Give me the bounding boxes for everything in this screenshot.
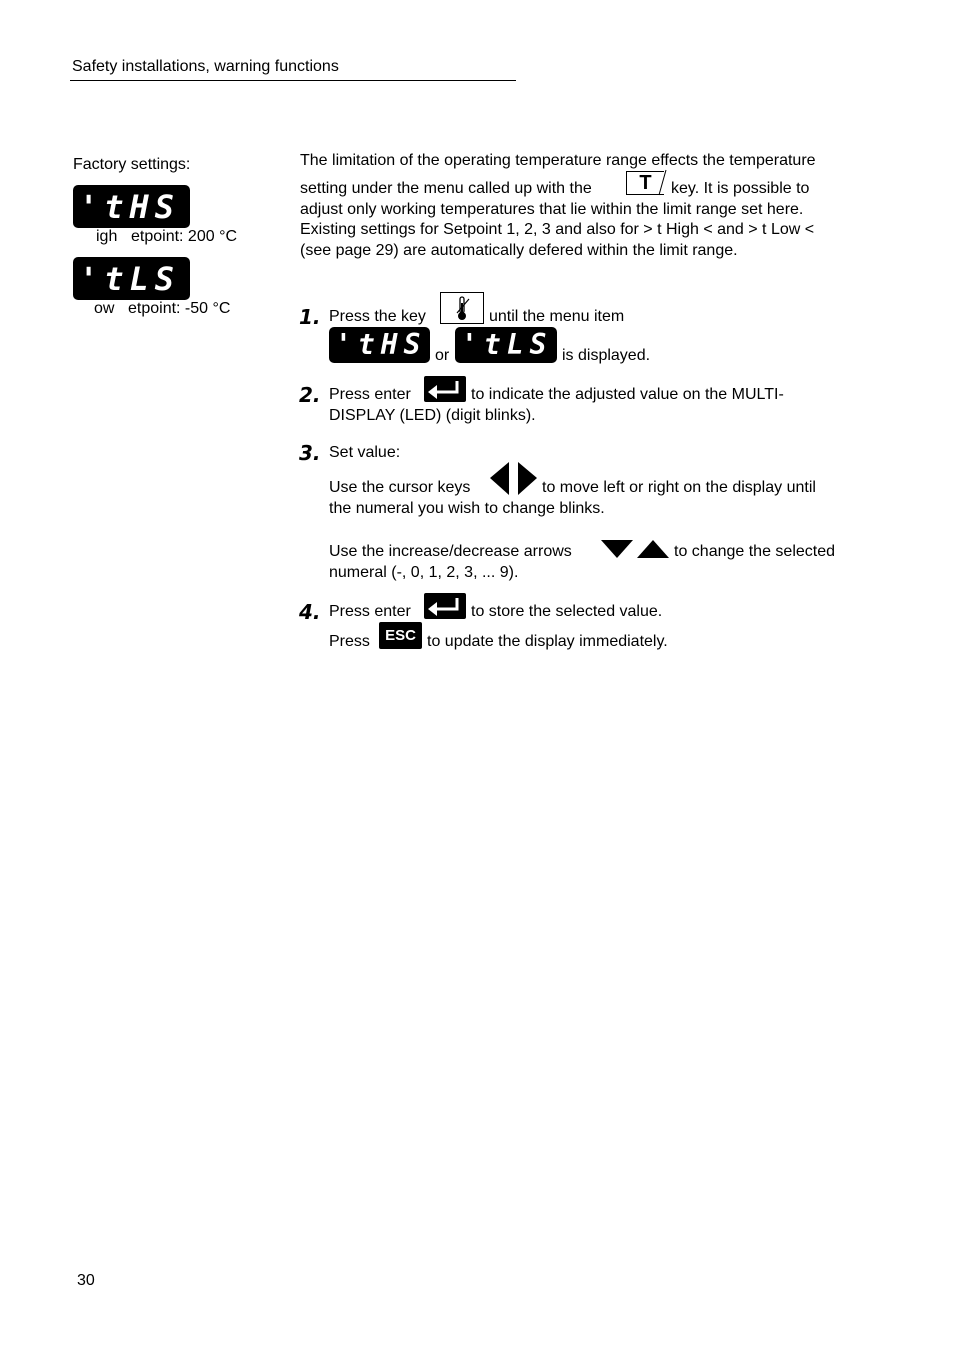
step4-text-b: to store the selected value. xyxy=(471,603,663,620)
step-number-3: 3. xyxy=(299,441,321,465)
low-setpoint-caption-a: ow xyxy=(94,300,115,317)
step4-text-d: to update the display immediately. xyxy=(427,633,668,650)
high-setpoint-caption-b: etpoint: 200 °C xyxy=(131,228,238,245)
step4-text-a: Press enter xyxy=(329,603,411,620)
step3-text-g: numeral (-, 0, 1, 2, 3, ... 9). xyxy=(329,564,519,581)
step1-text-c: or xyxy=(435,347,450,364)
enter-key-icon xyxy=(424,376,466,402)
step-number-4: 4. xyxy=(299,600,321,624)
step3-text-d: the numeral you wish to change blinks. xyxy=(329,500,605,517)
step3-text-b: Use the cursor keys xyxy=(329,479,471,496)
esc-key-icon: ESC xyxy=(379,622,422,649)
running-header: Safety installations, warning functions xyxy=(72,58,339,75)
led-code: 'tHS xyxy=(335,328,427,361)
high-setpoint-caption-a: igh xyxy=(96,228,118,245)
enter-key-icon xyxy=(424,593,466,619)
step1-text-b: until the menu item xyxy=(489,308,625,325)
thermometer-key-icon xyxy=(440,292,484,324)
t-key-icon: T xyxy=(626,171,664,195)
factory-settings-heading: Factory settings: xyxy=(73,156,191,173)
intro-line-4: Existing settings for Setpoint 1, 2, 3 and also for > t High < and > t Low < xyxy=(300,221,815,238)
led-display-tls xyxy=(73,257,190,300)
step-number-2: 2. xyxy=(299,383,321,407)
t-key-slant-icon xyxy=(658,169,668,197)
step3-text-a: Set value: xyxy=(329,444,401,461)
cursor-left-right-icon xyxy=(489,461,539,497)
step2-text-c: DISPLAY (LED) (digit blinks). xyxy=(329,407,536,424)
step1-text-a: Press the key xyxy=(329,308,426,325)
step3-text-f: to change the selected xyxy=(674,543,836,560)
led-display-ths xyxy=(73,185,190,228)
header-rule xyxy=(70,80,516,81)
intro-line-5: (see page 29) are automatically defered within the limit range. xyxy=(300,242,738,259)
led-display-tls-small xyxy=(455,327,557,363)
intro-line-2a: setting under the menu called up with the xyxy=(300,180,592,197)
led-code: 'tLS xyxy=(79,259,181,298)
low-setpoint-caption-b: etpoint: -50 °C xyxy=(128,300,231,317)
step1-text-d: is displayed. xyxy=(562,347,651,364)
down-up-arrows-icon xyxy=(600,538,670,560)
step2-text-a: Press enter xyxy=(329,386,411,403)
led-display-ths-small xyxy=(329,327,430,363)
led-code: 'tHS xyxy=(79,187,181,226)
intro-line-3: adjust only working temperatures that lie within the limit range set here. xyxy=(300,201,804,218)
page-number: 30 xyxy=(77,1272,95,1289)
led-code: 'tLS xyxy=(461,328,553,361)
intro-line-2b: key. It is possible to xyxy=(671,180,810,197)
step2-text-b: to indicate the adjusted value on the MULTI- xyxy=(471,386,784,403)
step3-text-c: to move left or right on the display until xyxy=(542,479,816,496)
intro-line-1: The limitation of the operating temperature range effects the temperature xyxy=(300,152,816,169)
step-number-1: 1. xyxy=(299,305,321,329)
step3-text-e: Use the increase/decrease arrows xyxy=(329,543,572,560)
step4-text-c: Press xyxy=(329,633,370,650)
